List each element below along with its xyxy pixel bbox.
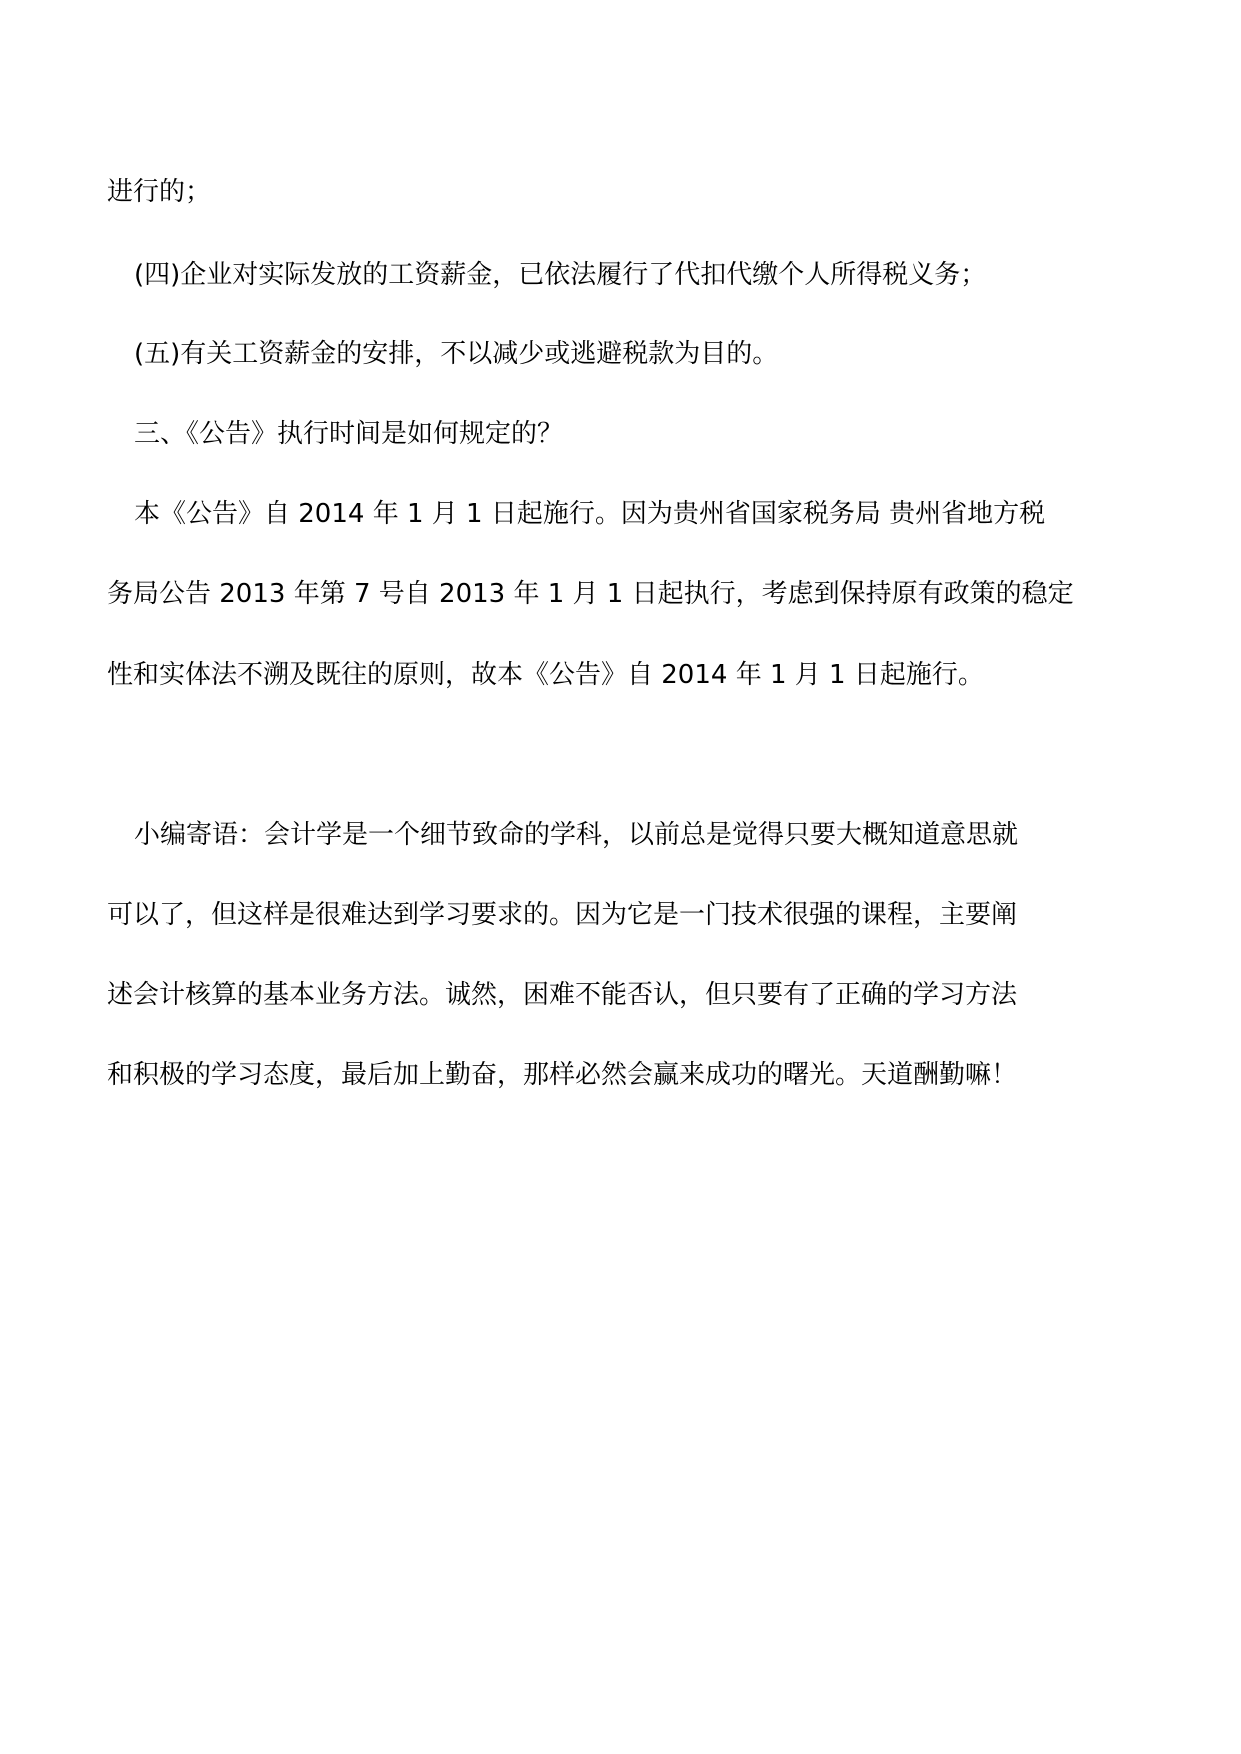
text-line: (五)有关工资薪金的安排，不以减少或逃避税款为目的。 [134,339,779,369]
text-line: 务局公告 2013 年第 7 号自 2013 年 1 月 1 日起执行，考虑到保持原有政策的稳定 [107,579,1074,609]
text-line: (四)企业对实际发放的工资薪金，已依法履行了代扣代缴个人所得税义务； [134,260,987,290]
text-line: 本《公告》自 2014 年 1 月 1 日起施行。因为贵州省国家税务局 贵州省地方税 [134,499,1046,529]
text-line: 可以了，但这样是很难达到学习要求的。因为它是一门技术很强的课程，主要阐 [107,900,1018,930]
section-heading: 三、《公告》执行时间是如何规定的？ [134,419,564,449]
text-line: 和积极的学习态度，最后加上勤奋，那样必然会赢来成功的曙光。天道酬勤嘛！ [107,1060,1018,1090]
text-line: 小编寄语：会计学是一个细节致命的学科，以前总是觉得只要大概知道意思就 [134,820,1019,850]
text-line: 述会计核算的基本业务方法。诚然，困难不能否认，但只要有了正确的学习方法 [107,980,1018,1010]
text-line: 进行的； [107,177,212,207]
text-line: 性和实体法不溯及既往的原则，故本《公告》自 2014 年 1 月 1 日起施行。 [107,660,984,690]
